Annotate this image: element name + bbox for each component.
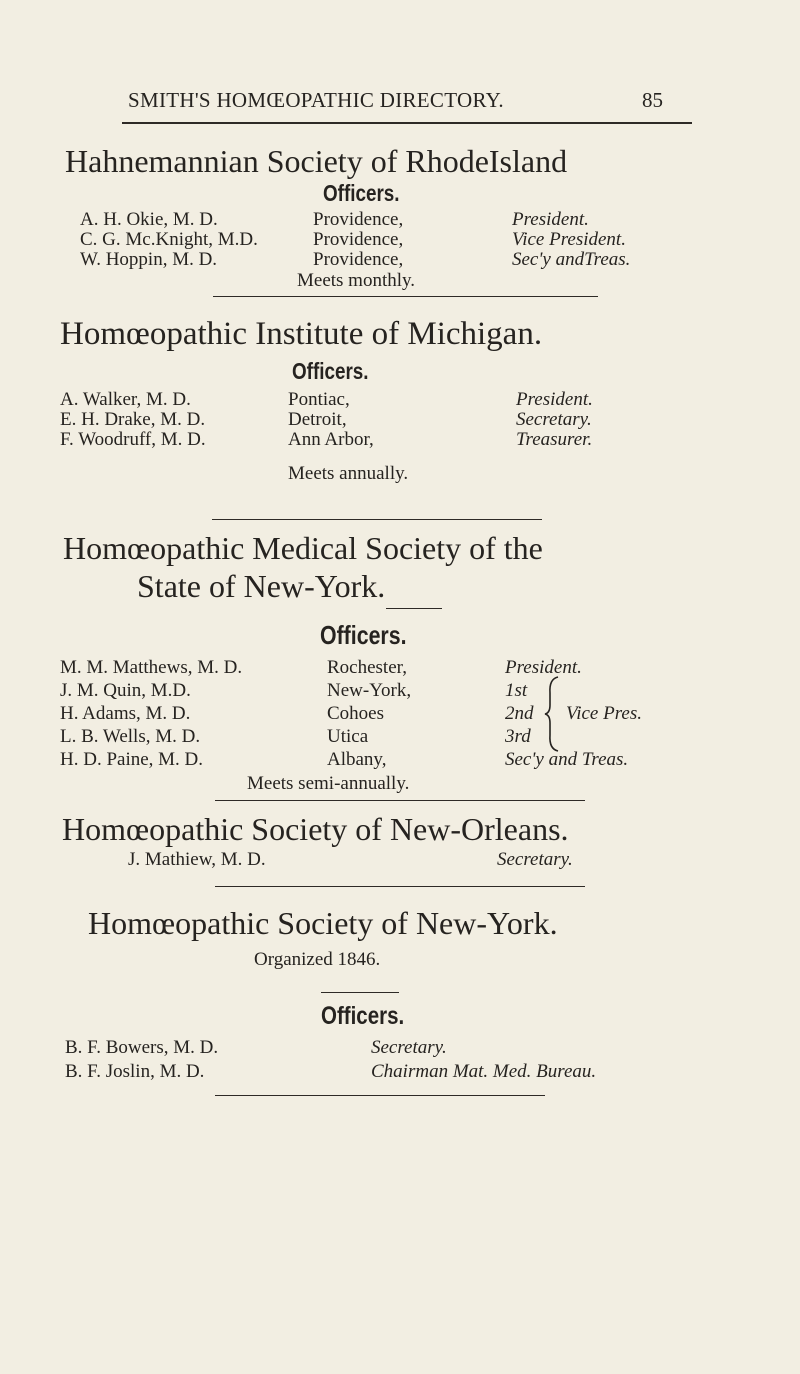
running-header: SMITH'S HOMŒOPATHIC DIRECTORY.	[128, 88, 504, 112]
officer-name: H. D. Paine, M. D.	[60, 749, 204, 770]
society-title-new-orleans: Homœopathic Society of New-Orleans.	[62, 811, 569, 847]
officer-city: Providence,	[313, 249, 404, 270]
header-rule	[122, 122, 692, 124]
society-title-ny-state-line1: Homœopathic Medical Society of the	[63, 530, 543, 566]
officer-name: B. F. Joslin, M. D.	[65, 1061, 205, 1082]
officer-name: W. Hoppin, M. D.	[80, 249, 218, 270]
page-number: 85	[642, 88, 663, 112]
officer-role: President.	[512, 209, 589, 230]
officers-heading: Officers.	[292, 358, 369, 384]
officer-name: C. G. Mc.Knight, M.D.	[80, 229, 258, 250]
meeting-frequency: Meets annually.	[288, 463, 409, 484]
section-divider	[213, 296, 598, 297]
organized-year: Organized 1846.	[254, 949, 381, 970]
vice-rank: 3rd	[505, 726, 531, 747]
officer-role: Vice President.	[512, 229, 626, 250]
officer-name: M. M. Matthews, M. D.	[60, 657, 243, 678]
officer-name: F. Woodruff, M. D.	[60, 429, 206, 450]
society-title-rhode-island: Hahnemannian Society of RhodeIsland	[65, 143, 568, 179]
short-divider	[386, 608, 442, 609]
section-divider	[215, 1095, 545, 1096]
officer-city: Rochester,	[327, 657, 407, 678]
officer-name: J. M. Quin, M.D.	[60, 680, 191, 701]
officer-role: Treasurer.	[516, 429, 593, 450]
officer-name: L. B. Wells, M. D.	[60, 726, 201, 747]
section-divider	[215, 800, 585, 801]
officers-heading: Officers.	[321, 1002, 405, 1030]
officer-city: Providence,	[313, 209, 404, 230]
society-title-michigan: Homœopathic Institute of Michigan.	[60, 316, 543, 352]
officer-name: B. F. Bowers, M. D.	[65, 1037, 219, 1058]
officers-heading: Officers.	[320, 620, 407, 650]
officer-name: A. Walker, M. D.	[60, 389, 191, 410]
officer-role: Secretary.	[371, 1037, 447, 1058]
officer-role: President.	[505, 657, 582, 678]
officer-role: Chairman Mat. Med. Bureau.	[371, 1061, 597, 1082]
vice-rank: 1st	[505, 680, 528, 701]
officer-role: Secretary.	[516, 409, 592, 430]
officer-role: Sec'y and Treas.	[505, 749, 629, 770]
officer-name: E. H. Drake, M. D.	[60, 409, 206, 430]
brace-icon	[544, 675, 562, 753]
officer-city: Utica	[327, 726, 369, 747]
officer-city: Albany,	[327, 749, 387, 770]
society-title-ny-state-line2: State of New-York.	[137, 568, 386, 604]
short-divider	[321, 992, 399, 993]
officer-name: A. H. Okie, M. D.	[80, 209, 218, 230]
vice-rank: 2nd	[505, 703, 534, 724]
officer-role: President.	[516, 389, 593, 410]
officers-heading: Officers.	[323, 180, 400, 206]
officer-name: H. Adams, M. D.	[60, 703, 191, 724]
officer-role: Sec'y andTreas.	[512, 249, 631, 270]
officer-city: Pontiac,	[288, 389, 350, 410]
officer-city: Cohoes	[327, 703, 384, 724]
officer-city: Ann Arbor,	[288, 429, 374, 450]
meeting-frequency: Meets monthly.	[297, 270, 416, 291]
section-divider	[215, 886, 585, 887]
officer-city: New-York,	[327, 680, 412, 701]
officer-city: Providence,	[313, 229, 404, 250]
vice-president-label: Vice Pres.	[566, 703, 642, 724]
section-divider	[212, 519, 542, 520]
officer-role: Secretary.	[497, 849, 573, 870]
society-title-new-york: Homœopathic Society of New-York.	[88, 905, 558, 941]
meeting-frequency: Meets semi-annually.	[247, 773, 410, 794]
officer-name: J. Mathiew, M. D.	[128, 849, 266, 870]
officer-city: Detroit,	[288, 409, 347, 430]
